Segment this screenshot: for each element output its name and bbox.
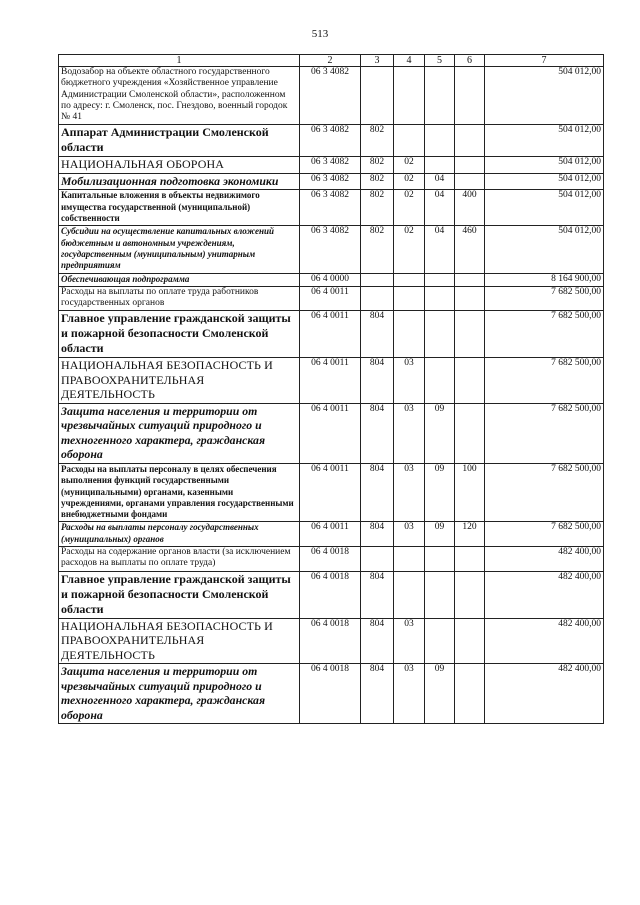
ministry-code-cell: 804 <box>361 664 394 724</box>
section-cell: 03 <box>394 463 425 521</box>
ministry-code-cell <box>361 67 394 125</box>
amount-cell: 504 012,00 <box>485 226 604 273</box>
expense-type-cell <box>455 67 485 125</box>
target-article-cell: 06 3 4082 <box>300 226 361 273</box>
subsection-cell: 09 <box>425 403 455 463</box>
section-cell: 02 <box>394 173 425 190</box>
target-article-cell: 06 4 0000 <box>300 273 361 286</box>
amount-cell: 504 012,00 <box>485 173 604 190</box>
subsection-cell <box>425 286 455 311</box>
header-cell-1: 1 <box>59 55 300 67</box>
header-cell-4: 4 <box>394 55 425 67</box>
amount-cell: 7 682 500,00 <box>485 311 604 358</box>
table-row <box>59 125 604 157</box>
table-row <box>59 547 604 572</box>
section-cell <box>394 67 425 125</box>
ministry-code-cell: 802 <box>361 190 394 226</box>
amount-cell: 482 400,00 <box>485 547 604 572</box>
table-row <box>59 403 604 463</box>
target-article-cell: 06 4 0018 <box>300 664 361 724</box>
target-article-cell: 06 3 4082 <box>300 157 361 174</box>
budget-table <box>58 54 604 724</box>
table-row <box>59 173 604 190</box>
page-number: 513 <box>311 28 329 40</box>
subsection-cell: 04 <box>425 173 455 190</box>
table-row <box>59 226 604 273</box>
table-row <box>59 273 604 286</box>
expense-type-cell <box>455 311 485 358</box>
expense-type-cell: 100 <box>455 463 485 521</box>
table-row <box>59 311 604 358</box>
ministry-code-cell: 802 <box>361 157 394 174</box>
row-name-cell: НАЦИОНАЛЬНАЯ БЕЗОПАСНОСТЬ И ПРАВООХРАНИТЕЛЬНАЯ ДЕЯТЕЛЬНОСТЬ <box>59 358 300 404</box>
amount-cell: 504 012,00 <box>485 157 604 174</box>
header-cell-7: 7 <box>485 55 604 67</box>
ministry-code-cell: 804 <box>361 463 394 521</box>
row-name-cell: Водозабор на объекте областного государственного бюджетного учреждения «Хозяйственное управление Администрации Смоленской области», расположенном по адресу: г. Смоленск, пос. Гнездово, военный городок № 41 <box>59 67 300 125</box>
subsection-cell: 09 <box>425 522 455 547</box>
subsection-cell <box>425 547 455 572</box>
section-cell: 03 <box>394 664 425 724</box>
subsection-cell: 04 <box>425 190 455 226</box>
row-name-cell: Капитальные вложения в объекты недвижимого имущества государственной (муниципальной) собственности <box>59 190 300 226</box>
table-row <box>59 67 604 125</box>
amount-cell: 7 682 500,00 <box>485 286 604 311</box>
ministry-code-cell: 802 <box>361 125 394 157</box>
expense-type-cell <box>455 403 485 463</box>
amount-cell: 7 682 500,00 <box>485 358 604 404</box>
table-row <box>59 618 604 664</box>
ministry-code-cell: 804 <box>361 618 394 664</box>
target-article-cell: 06 3 4082 <box>300 67 361 125</box>
expense-type-cell <box>455 286 485 311</box>
subsection-cell <box>425 67 455 125</box>
row-name-cell: Обеспечивающая подпрограмма <box>59 273 300 286</box>
subsection-cell <box>425 311 455 358</box>
target-article-cell: 06 4 0018 <box>300 547 361 572</box>
row-name-cell: Расходы на выплаты персоналу государственных (муниципальных) органов <box>59 522 300 547</box>
row-name-cell: Субсидии на осуществление капитальных вложений бюджетным и автономным учреждениям, государственным (муниципальным) унитарным предприятиям <box>59 226 300 273</box>
row-name-cell: Главное управление гражданской защиты и пожарной безопасности Смоленской области <box>59 311 300 358</box>
expense-type-cell <box>455 571 485 618</box>
row-name-cell: НАЦИОНАЛЬНАЯ БЕЗОПАСНОСТЬ И ПРАВООХРАНИТЕЛЬНАЯ ДЕЯТЕЛЬНОСТЬ <box>59 618 300 664</box>
expense-type-cell: 400 <box>455 190 485 226</box>
row-name-cell: Защита населения и территории от чрезвычайных ситуаций природного и техногенного характера, гражданская оборона <box>59 664 300 724</box>
expense-type-cell <box>455 618 485 664</box>
amount-cell: 8 164 900,00 <box>485 273 604 286</box>
ministry-code-cell <box>361 547 394 572</box>
expense-type-cell <box>455 173 485 190</box>
section-cell: 03 <box>394 522 425 547</box>
table-row <box>59 358 604 404</box>
table-row <box>59 286 604 311</box>
amount-cell: 7 682 500,00 <box>485 463 604 521</box>
target-article-cell: 06 4 0011 <box>300 403 361 463</box>
section-cell <box>394 547 425 572</box>
section-cell: 02 <box>394 157 425 174</box>
row-name-cell: Расходы на выплаты персоналу в целях обеспечения выполнения функций государственными (муниципальными) органами, казенными учреждениями, органами управления государственными внебюджетными фондами <box>59 463 300 521</box>
ministry-code-cell: 804 <box>361 571 394 618</box>
amount-cell: 504 012,00 <box>485 67 604 125</box>
amount-cell: 482 400,00 <box>485 664 604 724</box>
header-row <box>59 55 604 67</box>
subsection-cell <box>425 358 455 404</box>
subsection-cell: 04 <box>425 226 455 273</box>
header-cell-2: 2 <box>300 55 361 67</box>
subsection-cell <box>425 618 455 664</box>
row-name-cell: Защита населения и территории от чрезвычайных ситуаций природного и техногенного характера, гражданская оборона <box>59 403 300 463</box>
section-cell <box>394 311 425 358</box>
table-row <box>59 664 604 724</box>
subsection-cell: 09 <box>425 463 455 521</box>
subsection-cell <box>425 157 455 174</box>
target-article-cell: 06 4 0011 <box>300 522 361 547</box>
ministry-code-cell: 802 <box>361 173 394 190</box>
section-cell: 03 <box>394 358 425 404</box>
section-cell: 03 <box>394 403 425 463</box>
ministry-code-cell <box>361 286 394 311</box>
table-row <box>59 190 604 226</box>
amount-cell: 482 400,00 <box>485 571 604 618</box>
ministry-code-cell: 804 <box>361 522 394 547</box>
section-cell <box>394 273 425 286</box>
target-article-cell: 06 3 4082 <box>300 125 361 157</box>
ministry-code-cell: 804 <box>361 311 394 358</box>
target-article-cell: 06 3 4082 <box>300 173 361 190</box>
target-article-cell: 06 3 4082 <box>300 190 361 226</box>
amount-cell: 7 682 500,00 <box>485 522 604 547</box>
header-cell-6: 6 <box>455 55 485 67</box>
table-row <box>59 522 604 547</box>
expense-type-cell: 460 <box>455 226 485 273</box>
amount-cell: 504 012,00 <box>485 190 604 226</box>
table-row <box>59 463 604 521</box>
row-name-cell: Расходы на содержание органов власти (за исключением расходов на выплаты по оплате труда) <box>59 547 300 572</box>
ministry-code-cell: 804 <box>361 358 394 404</box>
table-row <box>59 571 604 618</box>
expense-type-cell <box>455 157 485 174</box>
table-body <box>59 55 604 724</box>
expense-type-cell <box>455 125 485 157</box>
expense-type-cell <box>455 547 485 572</box>
subsection-cell: 09 <box>425 664 455 724</box>
row-name-cell: Главное управление гражданской защиты и пожарной безопасности Смоленской области <box>59 571 300 618</box>
target-article-cell: 06 4 0011 <box>300 311 361 358</box>
expense-type-cell <box>455 273 485 286</box>
row-name-cell: Расходы на выплаты по оплате труда работников государственных органов <box>59 286 300 311</box>
expense-type-cell: 120 <box>455 522 485 547</box>
target-article-cell: 06 4 0018 <box>300 571 361 618</box>
row-name-cell: Мобилизационная подготовка экономики <box>59 173 300 190</box>
amount-cell: 482 400,00 <box>485 618 604 664</box>
amount-cell: 504 012,00 <box>485 125 604 157</box>
target-article-cell: 06 4 0011 <box>300 286 361 311</box>
section-cell: 02 <box>394 190 425 226</box>
amount-cell: 7 682 500,00 <box>485 403 604 463</box>
target-article-cell: 06 4 0011 <box>300 358 361 404</box>
section-cell: 02 <box>394 226 425 273</box>
subsection-cell <box>425 125 455 157</box>
table-row <box>59 157 604 174</box>
subsection-cell <box>425 273 455 286</box>
row-name-cell: НАЦИОНАЛЬНАЯ ОБОРОНА <box>59 157 300 174</box>
section-cell <box>394 571 425 618</box>
ministry-code-cell <box>361 273 394 286</box>
subsection-cell <box>425 571 455 618</box>
row-name-cell: Аппарат Администрации Смоленской области <box>59 125 300 157</box>
ministry-code-cell: 802 <box>361 226 394 273</box>
header-cell-5: 5 <box>425 55 455 67</box>
expense-type-cell <box>455 358 485 404</box>
expense-type-cell <box>455 664 485 724</box>
section-cell <box>394 286 425 311</box>
target-article-cell: 06 4 0011 <box>300 463 361 521</box>
section-cell: 03 <box>394 618 425 664</box>
ministry-code-cell: 804 <box>361 403 394 463</box>
header-cell-3: 3 <box>361 55 394 67</box>
section-cell <box>394 125 425 157</box>
target-article-cell: 06 4 0018 <box>300 618 361 664</box>
